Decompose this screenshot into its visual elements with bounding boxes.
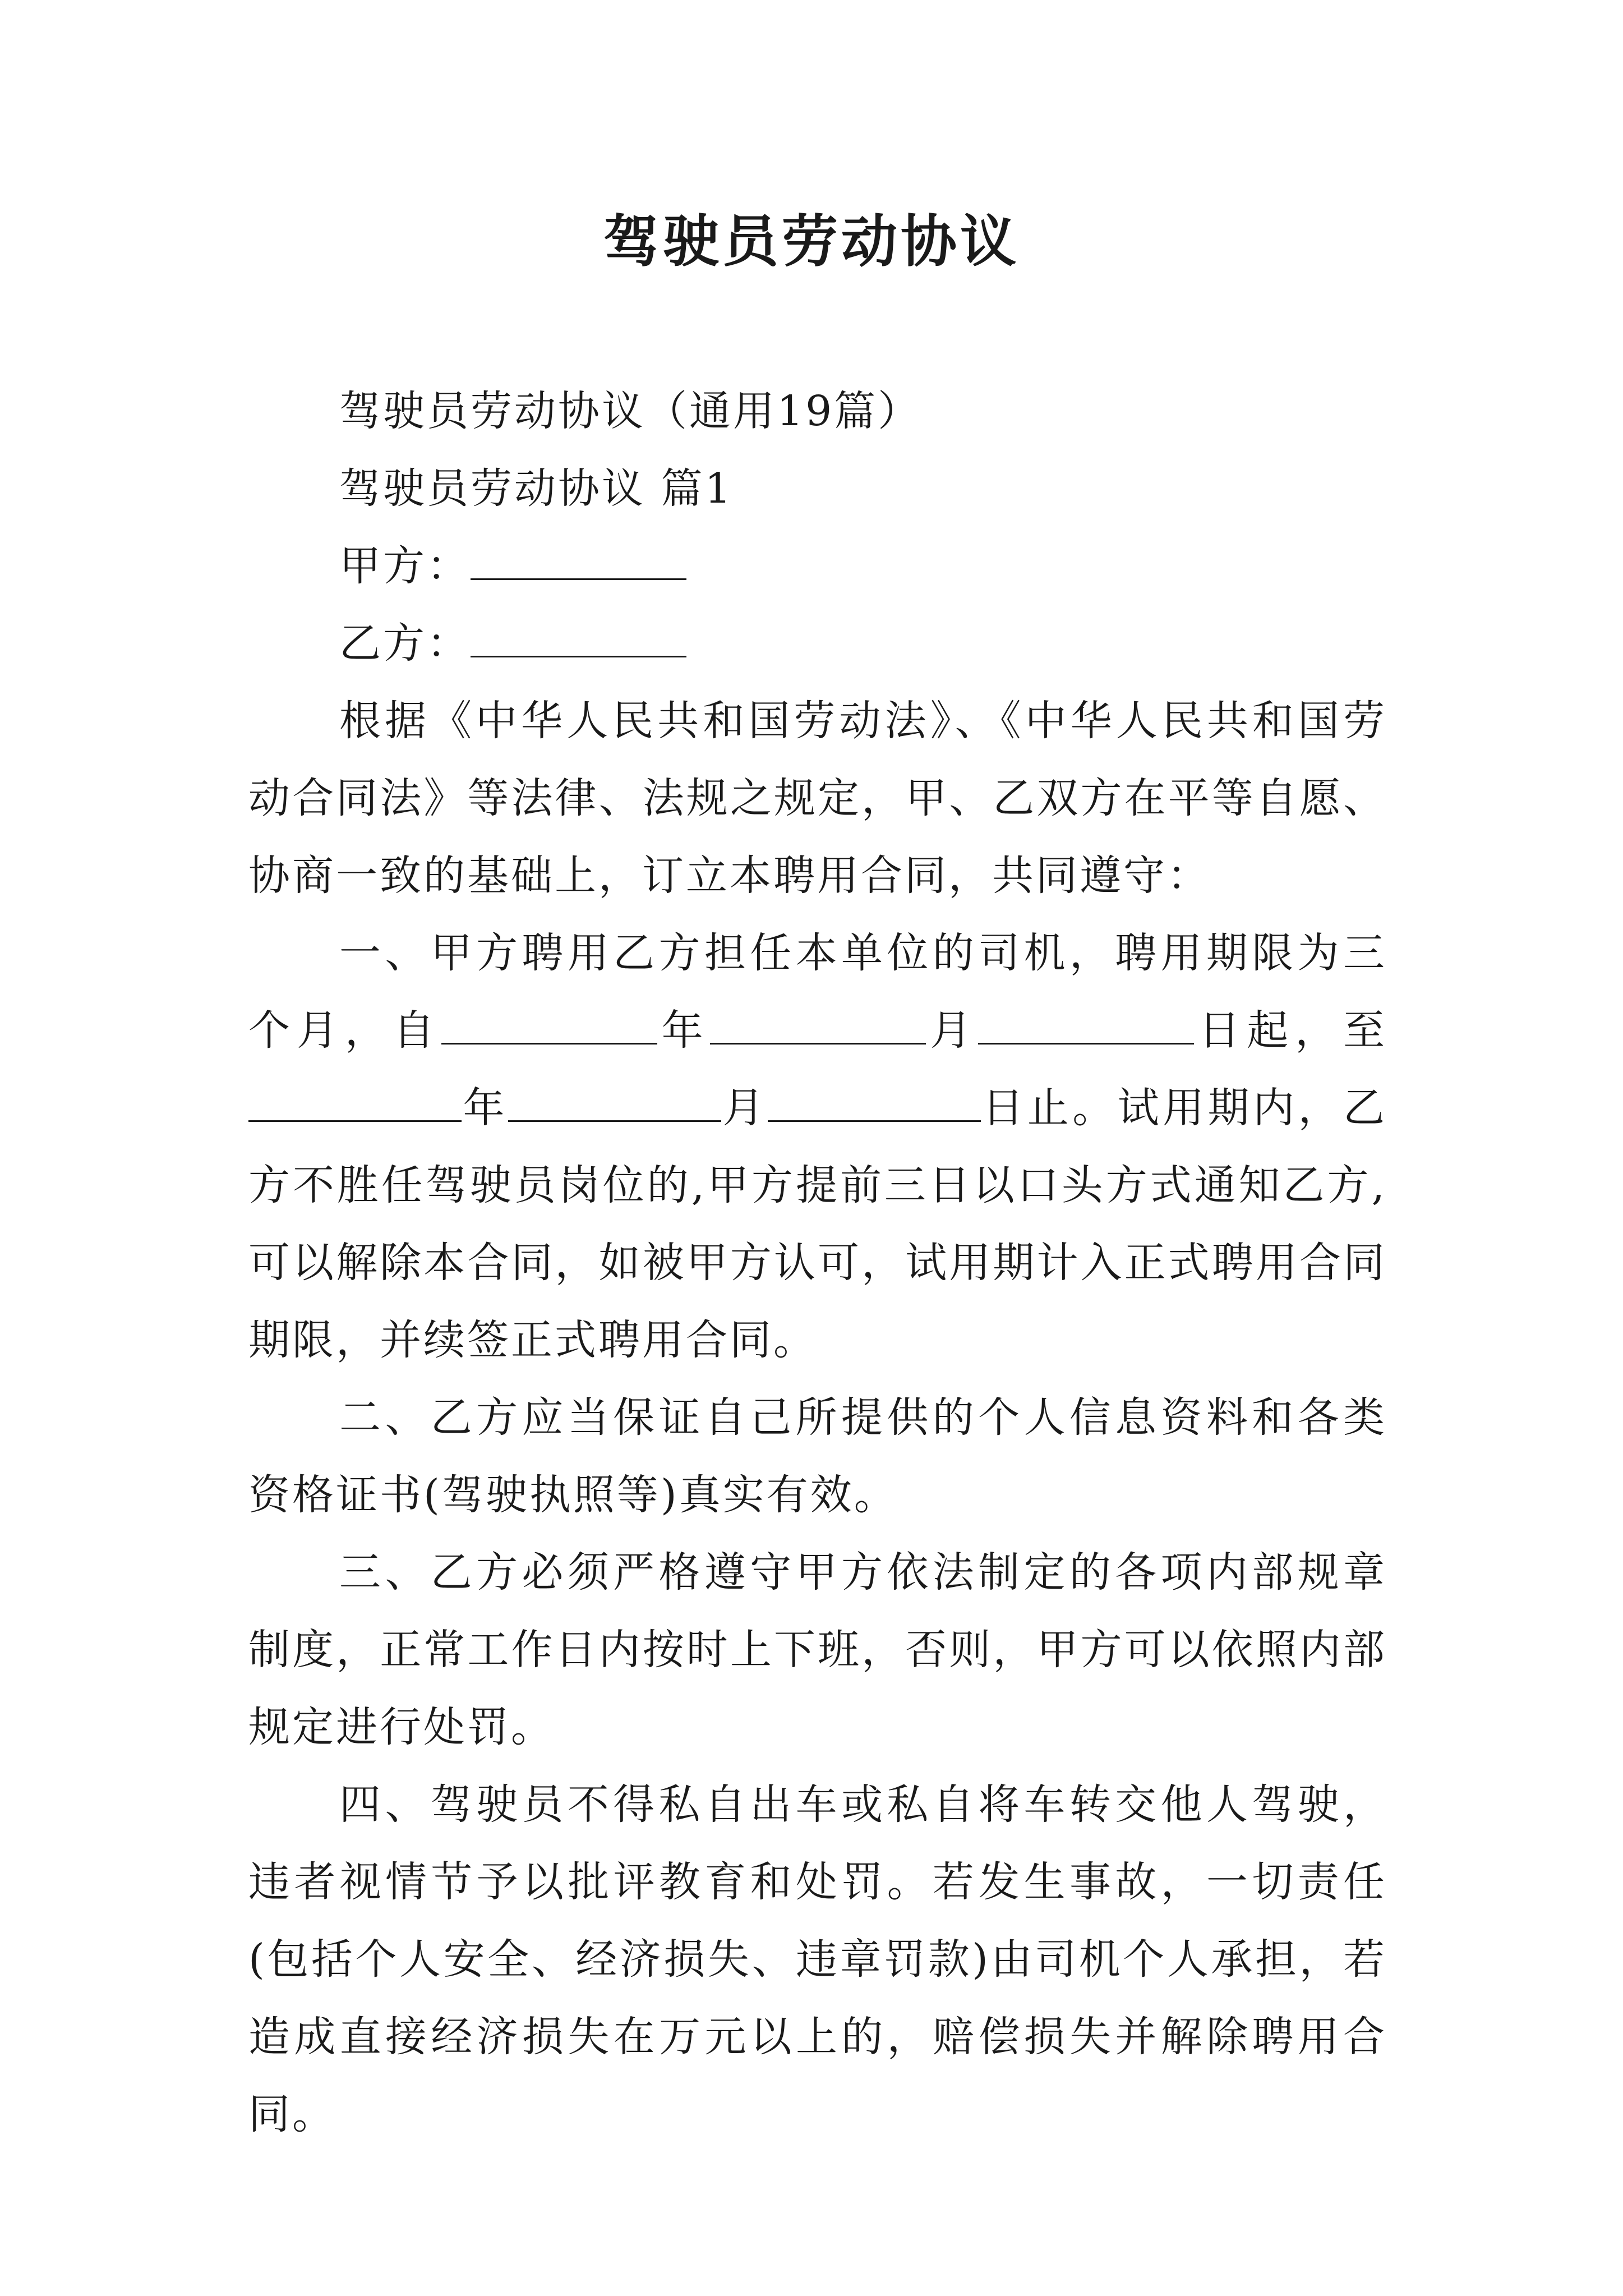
clause-1-paragraph [248, 914, 1387, 1379]
section-heading: 驾驶员劳动协议 篇1 [339, 464, 734, 513]
end-month-blank [508, 1085, 721, 1122]
start-day-blank [978, 1008, 1194, 1045]
end-day-blank [768, 1085, 981, 1122]
document-title: 驾驶员劳动协议 [603, 208, 1020, 274]
start-day-label: 日起，至 [1194, 1006, 1387, 1055]
party-b-label: 乙方： [339, 619, 471, 668]
party-b-blank [471, 621, 686, 657]
end-month-label: 月 [721, 1084, 768, 1132]
start-year-label: 年 [657, 1006, 710, 1055]
document-body [248, 372, 1387, 2153]
end-year-label: 年 [462, 1084, 508, 1132]
clause-1-text-start: 一、甲方聘用乙方担任本单位的司机，聘用期限为三个月，自 [248, 929, 1387, 1055]
clause-4-paragraph: 四、驾驶员不得私自出车或私自将车转交他人驾驶，违者视情节予以批评教育和处罚。若发生事故，一切责任(包括个人安全、经济损失、违章罚款)由司机个人承担，若造成直接经济损失在万元以上的，赔偿损失并解除聘用合同。 [248, 1780, 1387, 2138]
clause-3-paragraph: 三、乙方必须严格遵守甲方依法制定的各项内部规章制度，正常工作日内按时上下班，否则，甲方可以依照内部规定进行处罚。 [248, 1548, 1387, 1751]
document-subtitle: 驾驶员劳动协议（通用19篇） [339, 387, 922, 435]
start-month-label: 月 [925, 1006, 979, 1055]
party-a-line [248, 527, 1387, 605]
start-year-blank [441, 1008, 657, 1045]
party-b-line [248, 605, 1387, 682]
clause-2-paragraph: 二、乙方应当保证自己所提供的个人信息资料和各类资格证书(驾驶执照等)真实有效。 [248, 1393, 1387, 1519]
party-a-label: 甲方： [339, 542, 471, 590]
party-a-blank [471, 544, 686, 580]
clause-1-text-end: 日止。试用期内，乙方不胜任驾驶员岗位的,甲方提前三日以口头方式通知乙方,可以解除本合同，如被甲方认可，试用期计入正式聘用合同期限，并续签正式聘用合同。 [248, 1084, 1387, 1364]
intro-paragraph: 根据《中华人民共和国劳动法》、《中华人民共和国劳动合同法》等法律、法规之规定，甲、乙双方在平等自愿、协商一致的基础上，订立本聘用合同，共同遵守： [248, 697, 1387, 900]
end-year-blank [248, 1085, 462, 1122]
start-month-blank [710, 1008, 926, 1045]
